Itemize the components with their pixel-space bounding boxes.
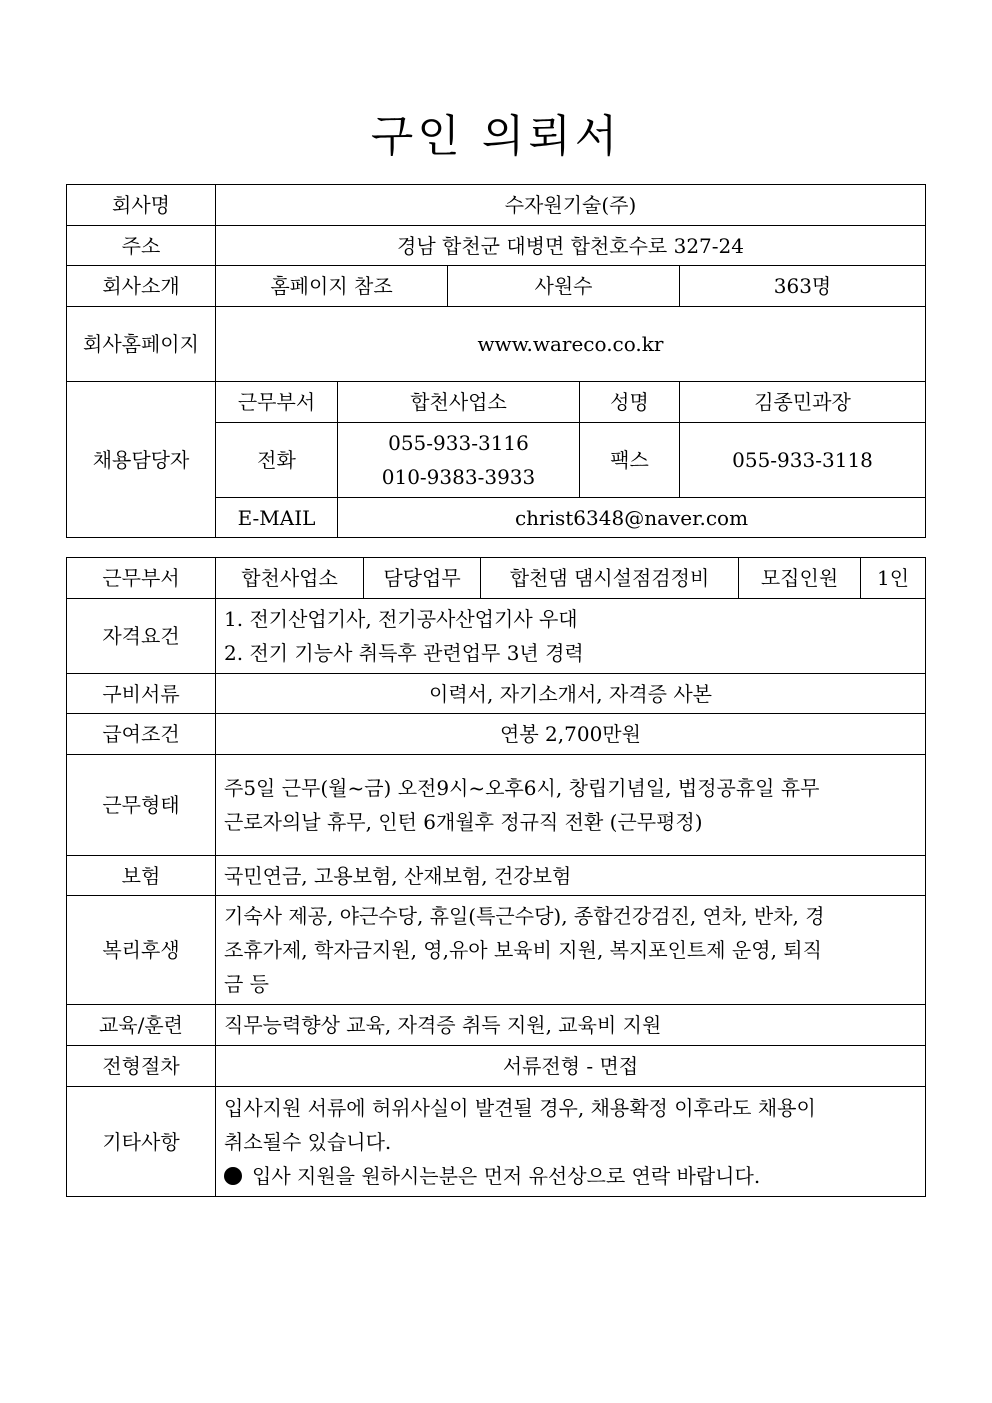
salary-label: 급여조건 — [67, 714, 216, 755]
duty-value: 합천댐 댐시설점검정비 — [481, 558, 739, 599]
headcount-value: 1인 — [861, 558, 926, 599]
address-row — [67, 226, 926, 266]
fax-value: 055-933-3118 — [680, 423, 926, 498]
insurance-row — [67, 856, 926, 896]
etc-line: 입사지원 서류에 허위사실이 발견될 경우, 채용확정 이후라도 채용이 — [224, 1095, 816, 1120]
salary-value: 연봉 2,700만원 — [216, 714, 926, 755]
qualification-line: 2. 전기 기능사 취득후 관련업무 3년 경력 — [224, 641, 584, 665]
employees-label: 사원수 — [448, 266, 680, 307]
welfare-line: 조휴가제, 학자금지원, 영,유아 보육비 지원, 복지포인트제 운영, 퇴직 — [224, 938, 822, 962]
intro-row — [67, 266, 926, 307]
job-info-table — [66, 557, 926, 1197]
process-row — [67, 1046, 926, 1087]
insurance-label: 보험 — [67, 856, 216, 896]
duty-label: 담당업무 — [364, 558, 481, 599]
document-title: 구인 의뢰서 — [370, 111, 622, 162]
contact-dept-value: 합천사업소 — [338, 382, 580, 423]
training-label: 교육/훈련 — [67, 1005, 216, 1046]
etc-label: 기타사항 — [67, 1087, 216, 1197]
salary-row — [67, 714, 926, 755]
contact-name-value: 김종민과장 — [680, 382, 926, 423]
qualification-row — [67, 599, 926, 674]
welfare-line: 금 등 — [224, 972, 269, 996]
work-type-row — [67, 755, 926, 856]
documents-row — [67, 674, 926, 714]
process-label: 전형절차 — [67, 1046, 216, 1087]
training-row — [67, 1005, 926, 1046]
welfare-line: 기숙사 제공, 야근수당, 휴일(특근수당), 종합건강검진, 연차, 반차, 경 — [224, 904, 825, 928]
contact-label: 채용담당자 — [67, 382, 216, 538]
headcount-label: 모집인원 — [739, 558, 861, 599]
contact-dept-label: 근무부서 — [216, 382, 338, 423]
qualification-line: 1. 전기산업기사, 전기공사산업기사 우대 — [224, 607, 578, 631]
work-type-label: 근무형태 — [67, 755, 216, 856]
qualification-label: 자격요건 — [67, 599, 216, 674]
contact-dept-row — [67, 382, 926, 423]
homepage-label: 회사홈페이지 — [67, 307, 216, 382]
etc-bullet-text: 입사 지원을 원하시는분은 먼저 유선상으로 연락 바랍니다. — [252, 1163, 761, 1188]
fax-label: 팩스 — [580, 423, 680, 498]
welfare-label: 복리후생 — [67, 896, 216, 1005]
job-dept-row — [67, 558, 926, 599]
welfare-value — [216, 896, 926, 1005]
qualification-value — [216, 599, 926, 674]
work-type-line: 주5일 근무(월~금) 오전9시~오후6시, 창립기념일, 법정공휴일 휴무 — [224, 776, 820, 800]
documents-label: 구비서류 — [67, 674, 216, 714]
etc-row — [67, 1087, 926, 1197]
homepage-row — [67, 307, 926, 382]
phone-label: 전화 — [216, 423, 338, 498]
training-value: 직무능력향상 교육, 자격증 취득 지원, 교육비 지원 — [216, 1005, 926, 1046]
insurance-value: 국민연금, 고용보험, 산재보험, 건강보험 — [216, 856, 926, 896]
intro-label: 회사소개 — [67, 266, 216, 307]
company-name-label: 회사명 — [67, 185, 216, 226]
company-name-value: 수자원기술(주) — [216, 185, 926, 226]
process-value: 서류전형 - 면접 — [216, 1046, 926, 1087]
etc-value — [216, 1087, 926, 1197]
intro-value: 홈페이지 참조 — [216, 266, 448, 307]
email-value: christ6348@naver.com — [338, 498, 926, 538]
email-label: E-MAIL — [216, 498, 338, 538]
etc-line: 취소될수 있습니다. — [224, 1129, 392, 1154]
phone-1: 055-933-3116 — [388, 431, 529, 455]
welfare-row — [67, 896, 926, 1005]
job-dept-value: 합천사업소 — [216, 558, 364, 599]
phone-2: 010-9383-3933 — [381, 465, 536, 489]
work-type-line: 근로자의날 휴무, 인턴 6개월후 정규직 전환 (근무평정) — [224, 810, 703, 834]
address-label: 주소 — [67, 226, 216, 266]
job-dept-label: 근무부서 — [67, 558, 216, 599]
etc-bullet-line — [224, 1159, 917, 1193]
company-name-row — [67, 185, 926, 226]
address-value: 경남 합천군 대병면 합천호수로 327-24 — [216, 226, 926, 266]
company-info-table — [66, 184, 926, 538]
employees-value: 363명 — [680, 266, 926, 307]
homepage-value: www.wareco.co.kr — [216, 307, 926, 382]
phone-value — [338, 423, 580, 498]
work-type-value — [216, 755, 926, 856]
contact-name-label: 성명 — [580, 382, 680, 423]
bullet-icon — [224, 1167, 242, 1185]
documents-value: 이력서, 자기소개서, 자격증 사본 — [216, 674, 926, 714]
